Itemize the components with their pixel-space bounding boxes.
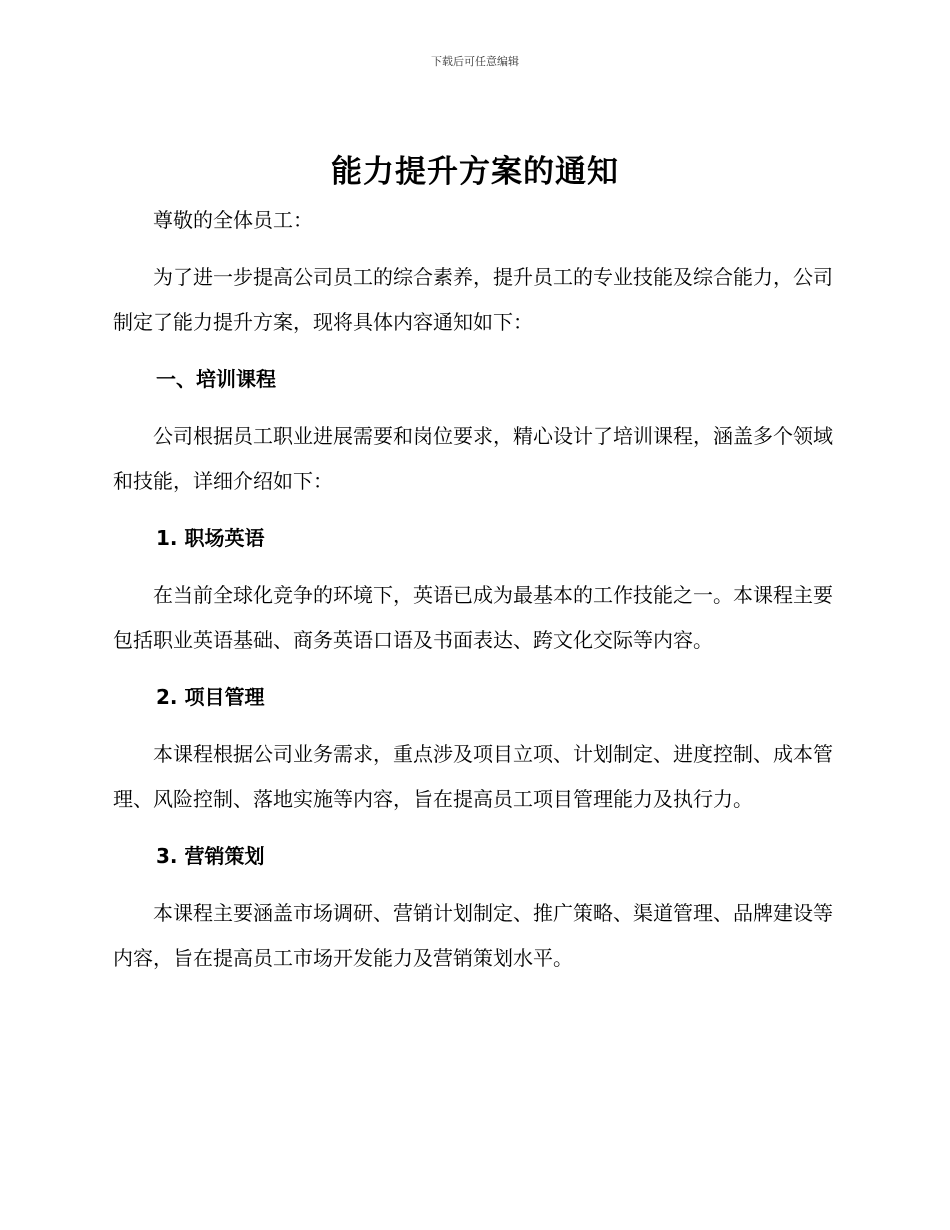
header-note: 下载后可任意编辑 xyxy=(431,55,519,68)
course-paragraph-english: 在当前全球化竞争的环境下，英语已成为最基本的工作技能之一。本课程主要包括职业英语基础、商务英语口语及书面表达、跨文化交际等内容。 xyxy=(113,583,833,652)
section-paragraph-training: 公司根据员工职业进展需要和岗位要求，精心设计了培训课程，涵盖多个领域和技能，详细介绍如下： xyxy=(113,424,833,493)
course-heading-project-management: 2. 项目管理 xyxy=(156,685,265,709)
intro-paragraph: 为了进一步提高公司员工的综合素养，提升员工的专业技能及综合能力，公司制定了能力提升方案，现将具体内容通知如下： xyxy=(113,265,833,334)
course-heading-english: 1. 职场英语 xyxy=(156,526,265,550)
document-title: 能力提升方案的通知 xyxy=(331,154,619,190)
document-body xyxy=(113,198,833,993)
section-heading-training: 一、培训课程 xyxy=(156,367,276,391)
course-paragraph-project-management: 本课程根据公司业务需求，重点涉及项目立项、计划制定、进度控制、成本管理、风险控制、落地实施等内容，旨在提高员工项目管理能力及执行力。 xyxy=(113,742,833,811)
greeting: 尊敬的全体员工： xyxy=(153,208,313,232)
course-heading-marketing: 3. 营销策划 xyxy=(156,844,265,868)
course-paragraph-marketing: 本课程主要涵盖市场调研、营销计划制定、推广策略、渠道管理、品牌建设等内容，旨在提高员工市场开发能力及营销策划水平。 xyxy=(113,901,833,970)
